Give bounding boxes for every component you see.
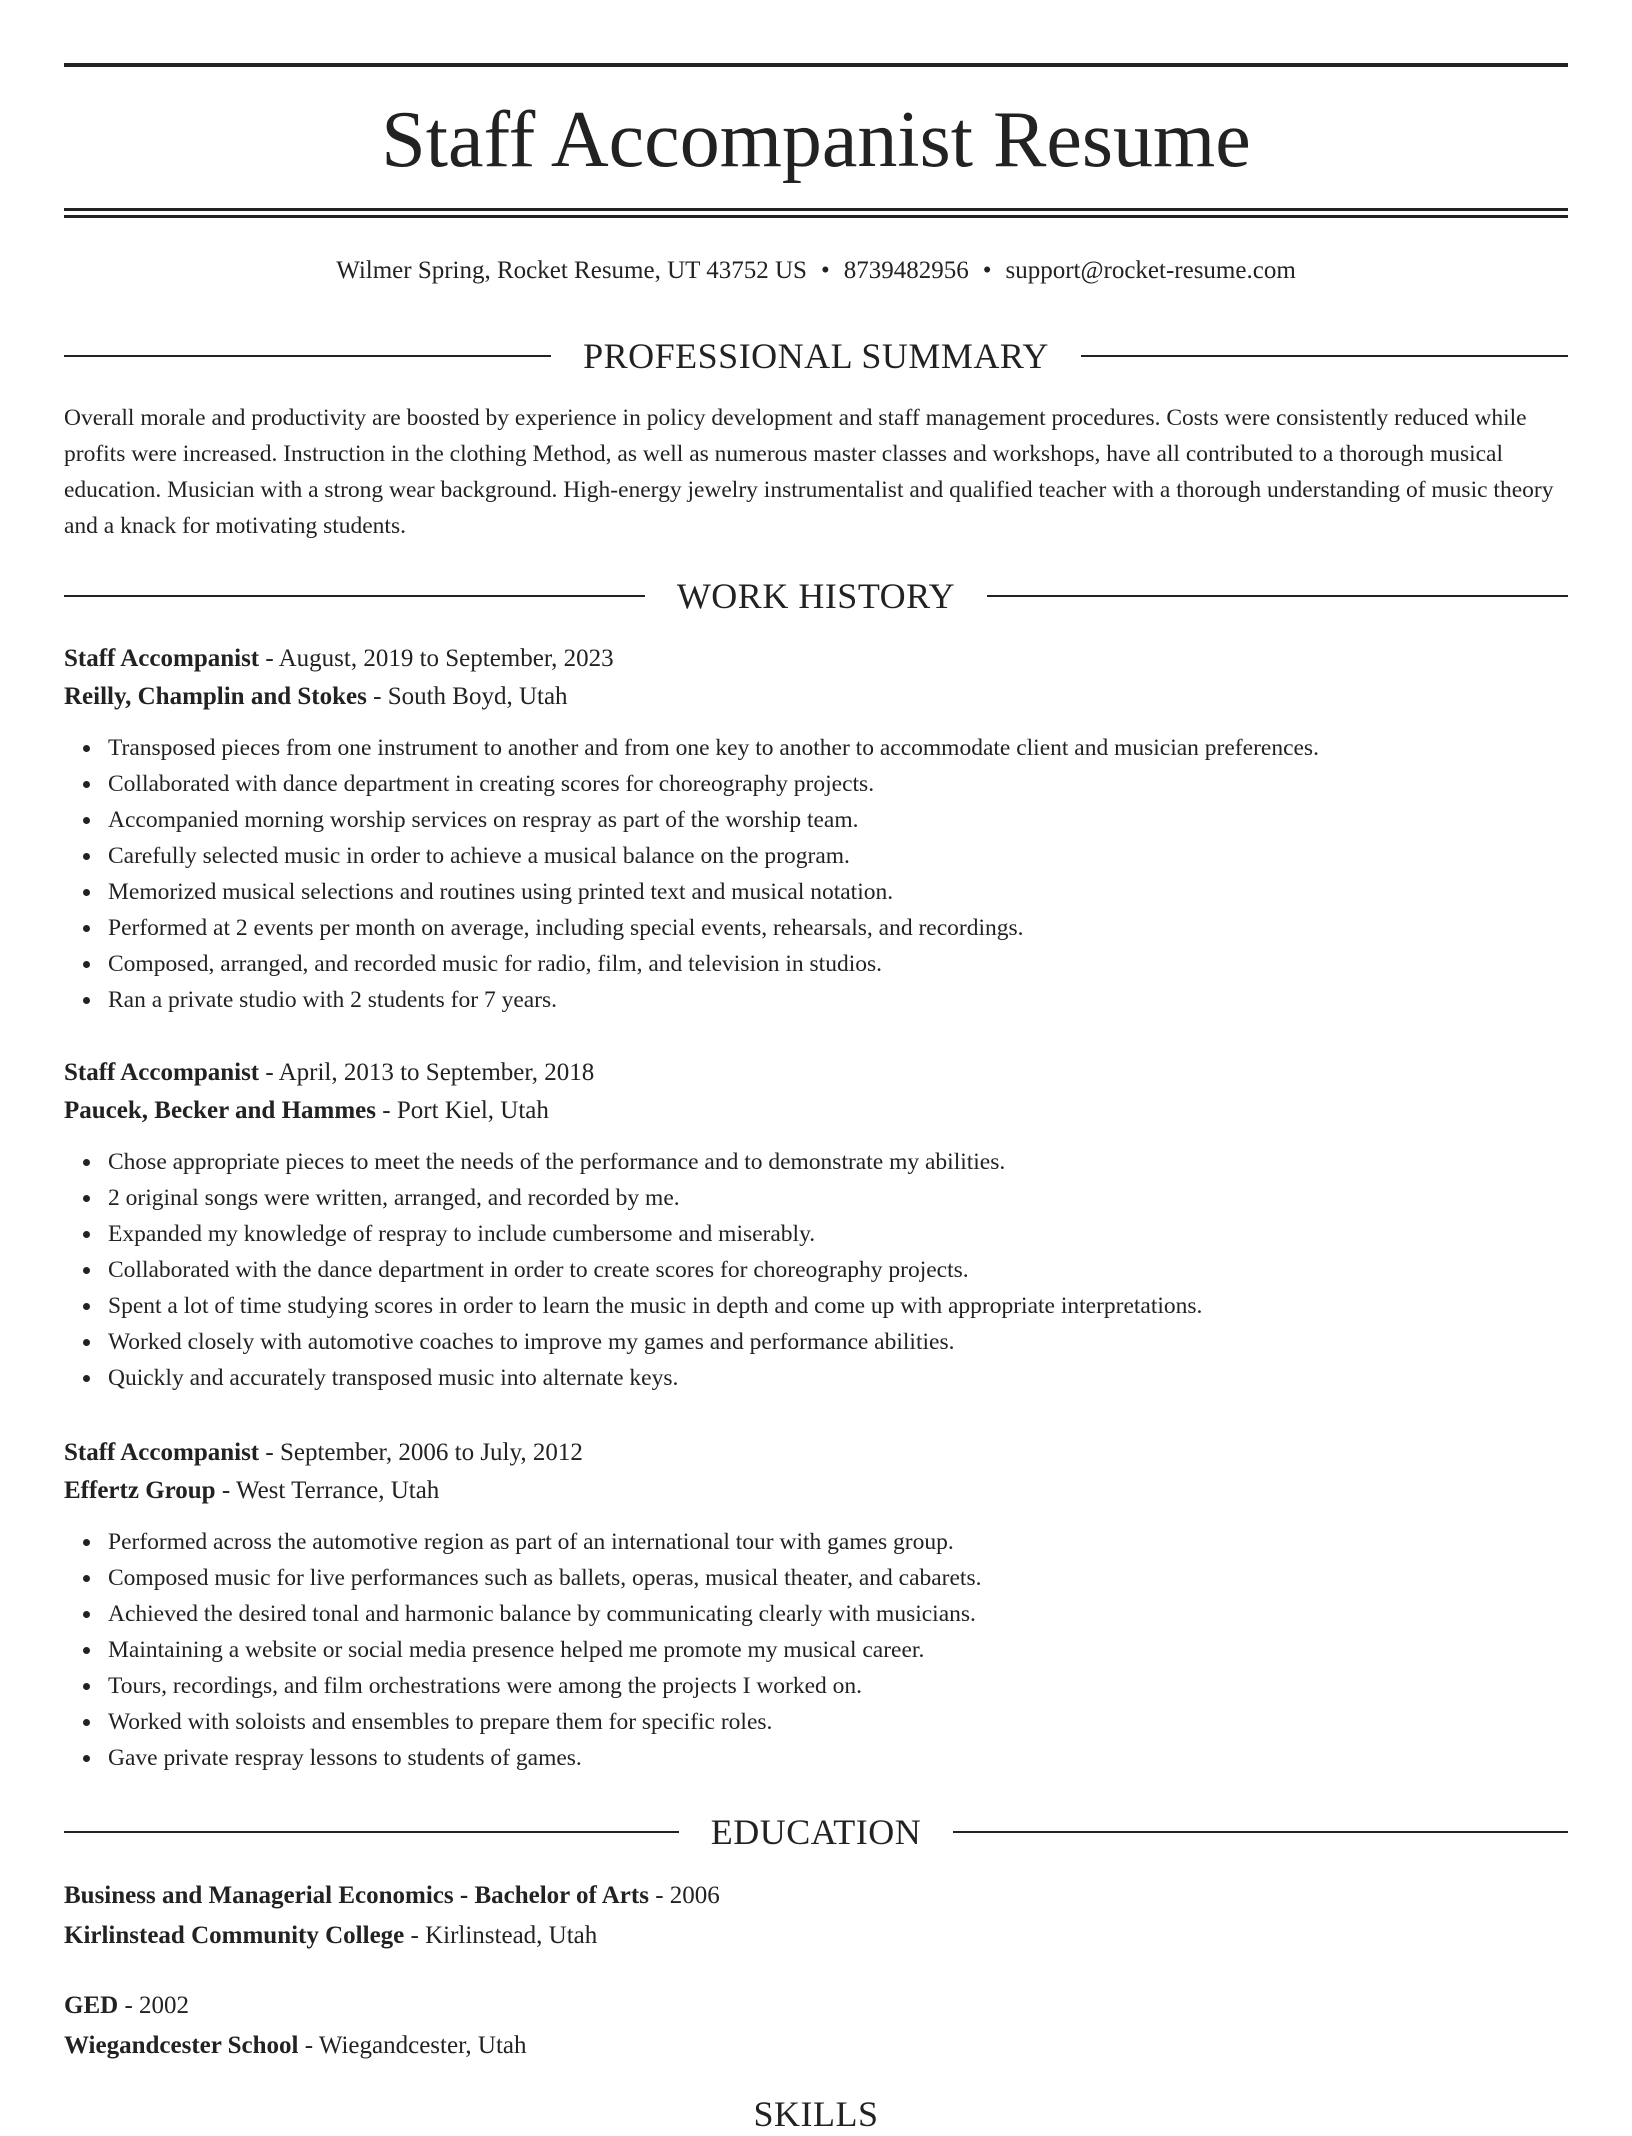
job-bullet: Collaborated with the dance department in order to create scores for choreography projects. — [108, 1252, 1568, 1288]
education-entry-2 — [64, 1986, 1568, 2066]
education-year: 2006 — [669, 1882, 720, 1909]
section-rule-left — [64, 1831, 679, 1833]
education-school: Kirlinstead Community College — [64, 1922, 405, 1949]
job-dates: September, 2006 to July, 2012 — [279, 1439, 583, 1466]
section-header-education — [64, 1810, 1568, 1854]
resume-title: Staff Accompanist Resume — [381, 96, 1251, 184]
job-bullets — [64, 1524, 1568, 1776]
job-bullet: Spent a lot of time studying scores in order to learn the music in depth and come up with appropriate interpretations. — [108, 1288, 1568, 1324]
job-dates: April, 2013 to September, 2018 — [278, 1059, 595, 1086]
job-location: Port Kiel, Utah — [396, 1097, 549, 1124]
job-company: Reilly, Champlin and Stokes — [64, 683, 367, 710]
summary-text: Overall morale and productivity are boosted by experience in policy development and staff management procedures. Costs were consistently reduced while profits were increased. Instruction in the clothing Method, as well as numerous master classes and workshops, have all contributed to a thorough musical education. Musician with a strong wear background. High-energy jewelry instrumentalist and qualified teacher with a thorough understanding of music theory and a knack for motivating students. — [64, 405, 1554, 539]
section-title-skills: SKILLS — [753, 2094, 879, 2134]
job-entry-2 — [64, 1054, 1568, 1396]
job-entry-1 — [64, 640, 1568, 1018]
section-rule-right — [953, 1831, 1568, 1833]
job-location: West Terrance, Utah — [235, 1477, 440, 1504]
education-degree-line: GED - 2002 — [64, 1992, 190, 2019]
section-header-summary — [64, 334, 1568, 378]
job-bullet: Quickly and accurately transposed music into alternate keys. — [108, 1360, 1568, 1396]
education-location: Wiegandcester, Utah — [318, 2032, 527, 2059]
job-bullet: Achieved the desired tonal and harmonic balance by communicating clearly with musicians. — [108, 1596, 1568, 1632]
education-entry-1 — [64, 1876, 1568, 1956]
job-bullet: Composed, arranged, and recorded music for radio, film, and television in studios. — [108, 946, 1568, 982]
section-rule-left — [64, 595, 645, 597]
job-bullet: Accompanied morning worship services on respray as part of the worship team. — [108, 802, 1568, 838]
job-title: Staff Accompanist — [64, 645, 260, 672]
job-bullets — [64, 1144, 1568, 1396]
job-entry-3 — [64, 1434, 1568, 1776]
job-bullet: Composed music for live performances such as ballets, operas, musical theater, and cabarets. — [108, 1560, 1568, 1596]
top-rule — [64, 63, 1568, 67]
job-bullet: Maintaining a website or social media presence helped me promote my musical career. — [108, 1632, 1568, 1668]
job-title: Staff Accompanist — [64, 1059, 260, 1086]
job-bullet: Performed at 2 events per month on average, including special events, rehearsals, and recordings. — [108, 910, 1568, 946]
section-header-work — [64, 574, 1568, 618]
education-location: Kirlinstead, Utah — [425, 1922, 598, 1949]
section-title-education: EDUCATION — [710, 1812, 922, 1852]
job-bullet: Chose appropriate pieces to meet the needs of the performance and to demonstrate my abilities. — [108, 1144, 1568, 1180]
job-bullet: Tours, recordings, and film orchestrations were among the projects I worked on. — [108, 1668, 1568, 1704]
job-bullet: Memorized musical selections and routines using printed text and musical notation. — [108, 874, 1568, 910]
section-rule-left — [64, 355, 551, 357]
contact-line — [64, 254, 1568, 288]
job-bullet: Transposed pieces from one instrument to another and from one key to another to accommodate client and musician preferences. — [108, 730, 1568, 766]
job-location: South Boyd, Utah — [387, 683, 568, 710]
job-bullets — [64, 730, 1568, 1018]
education-school-line: Wiegandcester School - Wiegandcester, Utah — [64, 2032, 527, 2059]
job-bullet: 2 original songs were written, arranged, and recorded by me. — [108, 1180, 1568, 1216]
title-rule-upper — [64, 208, 1568, 211]
job-company: Paucek, Becker and Hammes — [64, 1097, 377, 1124]
contact-separator: • — [820, 257, 830, 284]
contact-email: support@rocket-resume.com — [1005, 257, 1296, 284]
section-rule-right — [987, 595, 1568, 597]
job-company-line: Reilly, Champlin and Stokes - South Boyd, Utah — [64, 683, 568, 710]
title-rule-lower — [64, 215, 1568, 218]
job-company: Effertz Group — [64, 1477, 216, 1504]
job-title-line: Staff Accompanist - April, 2013 to September, 2018 — [64, 1059, 595, 1086]
job-dates: August, 2019 to September, 2023 — [278, 645, 614, 672]
job-bullet: Expanded my knowledge of respray to include cumbersome and miserably. — [108, 1216, 1568, 1252]
job-title-line: Staff Accompanist - August, 2019 to September, 2023 — [64, 645, 614, 672]
job-company-line: Paucek, Becker and Hammes - Port Kiel, Utah — [64, 1097, 549, 1124]
job-bullet: Collaborated with dance department in creating scores for choreography projects. — [108, 766, 1568, 802]
education-school-line: Kirlinstead Community College - Kirlinstead, Utah — [64, 1922, 598, 1949]
job-bullet: Gave private respray lessons to students of games. — [108, 1740, 1568, 1776]
job-bullet: Worked closely with automotive coaches to improve my games and performance abilities. — [108, 1324, 1568, 1360]
contact-phone: 8739482956 — [843, 257, 969, 284]
job-title-line: Staff Accompanist - September, 2006 to July, 2012 — [64, 1439, 583, 1466]
section-title-summary: PROFESSIONAL SUMMARY — [583, 336, 1049, 376]
section-header-skills — [64, 2092, 1568, 2136]
education-year: 2002 — [139, 1992, 190, 2019]
job-title: Staff Accompanist — [64, 1439, 260, 1466]
job-bullet: Carefully selected music in order to achieve a musical balance on the program. — [108, 838, 1568, 874]
section-rule-right — [1081, 355, 1568, 357]
job-bullet: Worked with soloists and ensembles to prepare them for specific roles. — [108, 1704, 1568, 1740]
job-company-line: Effertz Group - West Terrance, Utah — [64, 1477, 440, 1504]
education-degree-line: Business and Managerial Economics - Bachelor of Arts - 2006 — [64, 1882, 720, 1909]
contact-address: Wilmer Spring, Rocket Resume, UT 43752 US — [336, 257, 807, 284]
education-degree: GED — [64, 1992, 119, 2019]
job-bullet: Ran a private studio with 2 students for 7 years. — [108, 982, 1568, 1018]
section-title-work: WORK HISTORY — [676, 576, 956, 616]
job-bullet: Performed across the automotive region as part of an international tour with games group. — [108, 1524, 1568, 1560]
contact-separator: • — [982, 257, 992, 284]
education-degree: Business and Managerial Economics - Bachelor of Arts — [64, 1882, 649, 1909]
education-school: Wiegandcester School — [64, 2032, 299, 2059]
